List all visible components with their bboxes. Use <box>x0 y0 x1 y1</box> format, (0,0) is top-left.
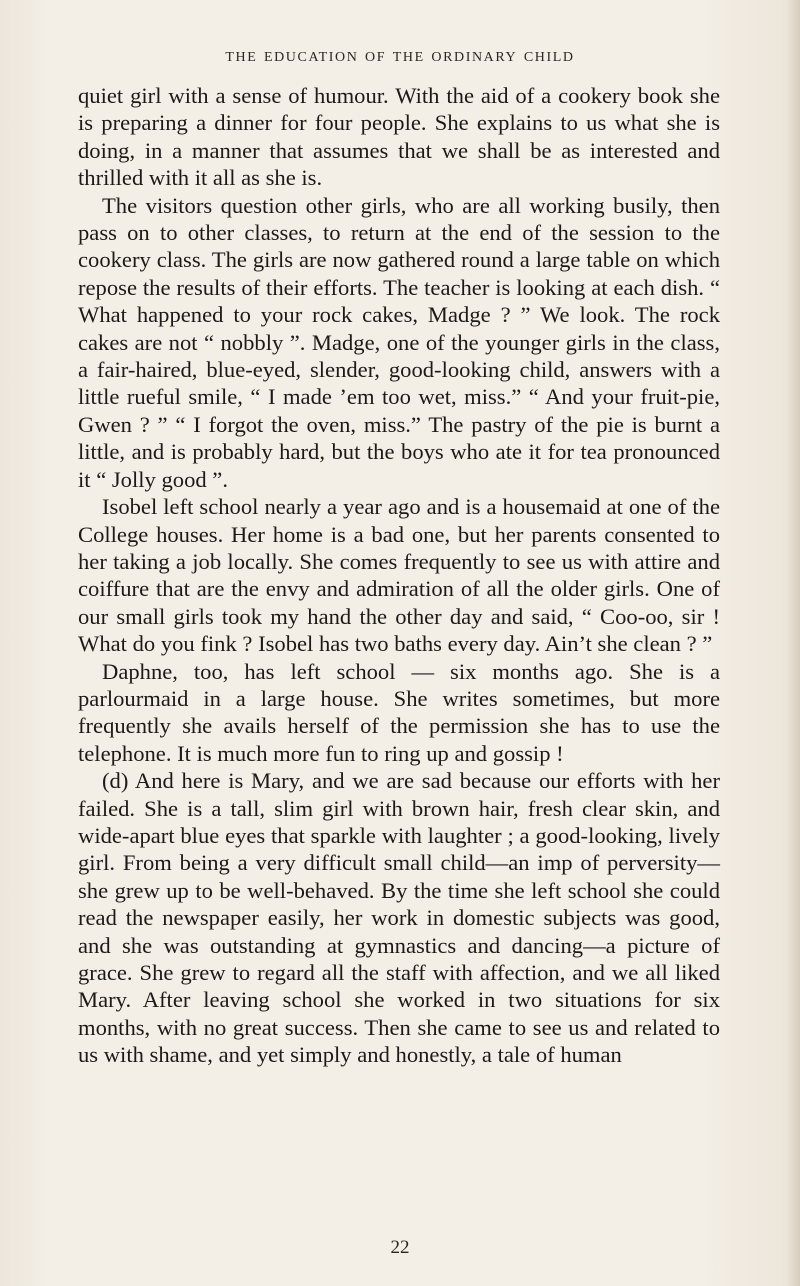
page-edge-shadow <box>786 0 800 1286</box>
paragraph: (d) And here is Mary, and we are sad because our efforts with her failed. She is a tall, slim girl with brown hair, fresh clear skin, and wide-apart blue eyes that sparkle with laughter ; a good-looking, lively girl. From being a very difficult small child—an imp of perversity—she grew up to be well-behaved. By the time she left school she could read the newspaper easily, her work in domestic subjects was good, and she was outstanding at gymnastics and dancing—a picture of grace. She grew to regard all the staff with affection, and we all liked Mary. After leaving school she worked in two situations for six months, with no great success. Then she came to see us and related to us with shame, and yet simply and honestly, a tale of human <box>78 768 720 1068</box>
paragraph: The visitors question other girls, who are all working busily, then pass on to other classes, to return at the end of the session to the cookery class. The girls are now gathered round a large table on which repose the results of their efforts. The teacher is looking at each dish. “ What happened to your rock cakes, Madge ? ” We look. The rock cakes are not “ nobbly ”. Madge, one of the younger girls in the class, a fair-haired, blue-eyed, slender, good-looking child, answers with a little rueful smile, “ I made ’em too wet, miss.” “ And your fruit-pie, Gwen ? ” “ I forgot the oven, miss.” The pastry of the pie is burnt a little, and is probably hard, but the boys who ate it for tea pronounced it “ Jolly good ”. <box>78 192 720 492</box>
paragraph: Isobel left school nearly a year ago and is a housemaid at one of the College houses. Her home is a bad one, but her parents consented to her taking a job locally. She comes frequently to see us with attire and coiffure that are the envy and admiration of all the older girls. One of our small girls took my hand the other day and said, “ Coo-oo, sir ! What do you fink ? Isobel has two baths every day. Ain’t she clean ? ” <box>78 494 720 657</box>
paragraph: Daphne, too, has left school — six months ago. She is a parlourmaid in a large house. She writes sometimes, but more frequently she avails herself of the permission she has to use the telephone. It is much more fun to ring up and gossip ! <box>78 658 720 766</box>
page-number: 22 <box>390 1237 410 1258</box>
running-title: the education of the ordinary child <box>225 44 575 66</box>
paragraph: quiet girl with a sense of humour. With the aid of a cookery book she is preparing a dinner for four people. She explains to us what she is doing, in a manner that assumes that we shall be as interested and thrilled with it all as she is. <box>78 83 720 191</box>
body-text <box>78 82 720 1069</box>
